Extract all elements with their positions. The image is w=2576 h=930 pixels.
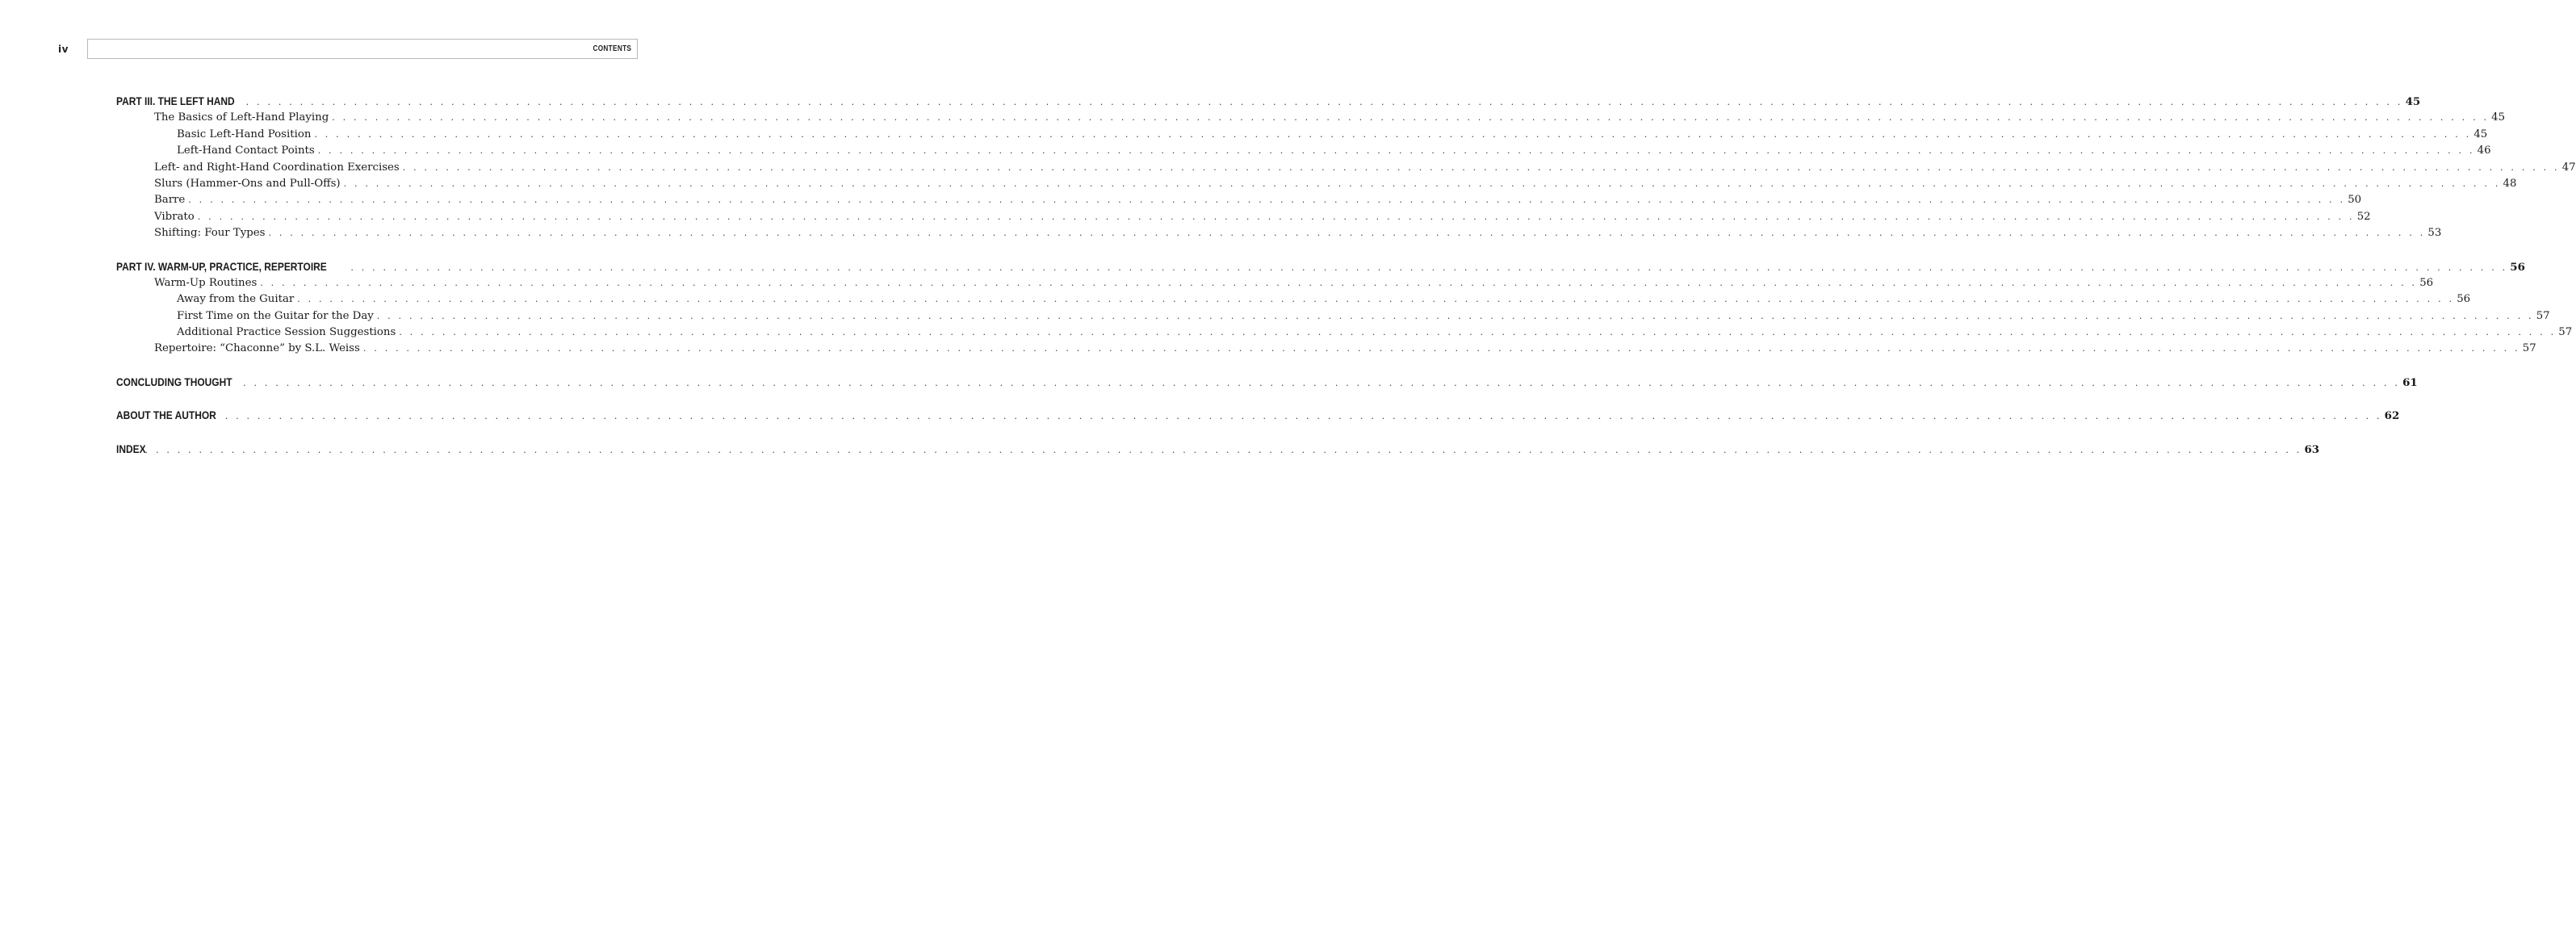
- toc-part-entry[interactable]: [116, 94, 2421, 110]
- toc-entry-page-number: 56: [2510, 260, 2525, 274]
- toc-section: [116, 375, 2418, 391]
- toc-entry-label: Barre: [154, 194, 186, 207]
- toc-section-entry[interactable]: [116, 192, 2362, 208]
- toc-section-entry[interactable]: [116, 225, 2442, 241]
- dot-leader: . . . . . . . . . . . . . . . . . . . . . . . . . . . . . . . . . . . . . . . . . . . . . . . . . . . . . . . . . . . . . . . . . . . . . . . . . . . . . . . . . . . . . . . . . . . . . . . . . . . . . . . . . . . . . . . . . . . . . . . . . . . . . . . . . . . . . . . . . . . . . . . . . . . . . . . . . . . . . . . . . . . . . . . . . . . . . . . . . . . . . . . . . . . . . . . . . . . . . . . .: [332, 112, 2490, 124]
- dot-leader: . . . . . . . . . . . . . . . . . . . . . . . . . . . . . . . . . . . . . . . . . . . . . . . . . . . . . . . . . . . . . . . . . . . . . . . . . . . . . . . . . . . . . . . . . . . . . . . . . . . . . . . . . . . . . . . . . . . . . . . . . . . . . . . . . . . . . . . . . . . . . . . . . . . . . . . . . . . . . . . . . . . . . . . . . . . . . . . . . . . . . . . . . . . . . . . . . . . . . . . .: [399, 327, 2557, 338]
- toc-subsection-entry[interactable]: [116, 143, 2491, 159]
- toc-entry-label: Additional Practice Session Suggestions: [177, 326, 396, 339]
- dot-leader: . . . . . . . . . . . . . . . . . . . . . . . . . . . . . . . . . . . . . . . . . . . . . . . . . . . . . . . . . . . . . . . . . . . . . . . . . . . . . . . . . . . . . . . . . . . . . . . . . . . . . . . . . . . . . . . . . . . . . . . . . . . . . . . . . . . . . . . . . . . . . . . . . . . . . . . . . . . . . . . . . . . . . . . . . . . . . . . . . . . . . . . . . . . . . . . . . . . . . . . .: [224, 411, 2382, 422]
- dot-leader: . . . . . . . . . . . . . . . . . . . . . . . . . . . . . . . . . . . . . . . . . . . . . . . . . . . . . . . . . . . . . . . . . . . . . . . . . . . . . . . . . . . . . . . . . . . . . . . . . . . . . . . . . . . . . . . . . . . . . . . . . . . . . . . . . . . . . . . . . . . . . . . . . . . . . . . . . . . . . . . . . . . . . . . . . . . . . . . . . . . . . . . . . . . . . . . . . . . . . . . .: [145, 444, 2302, 455]
- running-header-box: [87, 39, 638, 59]
- toc-entry-label: Away from the Guitar: [177, 293, 295, 306]
- dot-leader: . . . . . . . . . . . . . . . . . . . . . . . . . . . . . . . . . . . . . . . . . . . . . . . . . . . . . . . . . . . . . . . . . . . . . . . . . . . . . . . . . . . . . . . . . . . . . . . . . . . . . . . . . . . . . . . . . . . . . . . . . . . . . . . . . . . . . . . . . . . . . . . . . . . . . . . . . . . . . . . . . . . . . . . . . . . . . . . . . . . . . . . . . . . . . . . . . . . . . . . .: [197, 211, 2355, 222]
- toc-entry-label: ABOUT THE AUTHOR: [116, 409, 216, 422]
- toc-entry-label: Left- and Right-Hand Coordination Exercises: [154, 161, 400, 174]
- toc-entry-page-number: 45: [2405, 95, 2421, 108]
- toc-entry-page-number: 52: [2356, 210, 2371, 223]
- toc-part-entry[interactable]: [116, 259, 2525, 275]
- toc-entry-page-number: 62: [2384, 409, 2400, 423]
- toc-entry-label: First Time on the Guitar for the Day: [177, 309, 374, 322]
- dot-leader: . . . . . . . . . . . . . . . . . . . . . . . . . . . . . . . . . . . . . . . . . . . . . . . . . . . . . . . . . . . . . . . . . . . . . . . . . . . . . . . . . . . . . . . . . . . . . . . . . . . . . . . . . . . . . . . . . . . . . . . . . . . . . . . . . . . . . . . . . . . . . . . . . . . . . . . . . . . . . . . . . . . . . . . . . . . . . . . . . . . . . . . . . . . . . . . . . . . . . . . .: [402, 161, 2560, 173]
- toc-entry-page-number: 56: [2419, 276, 2434, 289]
- dot-leader: . . . . . . . . . . . . . . . . . . . . . . . . . . . . . . . . . . . . . . . . . . . . . . . . . . . . . . . . . . . . . . . . . . . . . . . . . . . . . . . . . . . . . . . . . . . . . . . . . . . . . . . . . . . . . . . . . . . . . . . . . . . . . . . . . . . . . . . . . . . . . . . . . . . . . . . . . . . . . . . . . . . . . . . . . . . . . . . . . . . . . . . . . . . . . . . . . . . . . . . .: [350, 262, 2508, 273]
- toc-section-entry[interactable]: [116, 341, 2536, 357]
- toc-entry-label: Warm-Up Routines: [154, 276, 258, 289]
- dot-leader: . . . . . . . . . . . . . . . . . . . . . . . . . . . . . . . . . . . . . . . . . . . . . . . . . . . . . . . . . . . . . . . . . . . . . . . . . . . . . . . . . . . . . . . . . . . . . . . . . . . . . . . . . . . . . . . . . . . . . . . . . . . . . . . . . . . . . . . . . . . . . . . . . . . . . . . . . . . . . . . . . . . . . . . . . . . . . . . . . . . . . . . . . . . . . . . . . . . . . . . .: [268, 228, 2426, 239]
- toc-subsection-entry[interactable]: [116, 325, 2573, 341]
- toc-entry-page-number: 50: [2348, 194, 2362, 207]
- dot-leader: . . . . . . . . . . . . . . . . . . . . . . . . . . . . . . . . . . . . . . . . . . . . . . . . . . . . . . . . . . . . . . . . . . . . . . . . . . . . . . . . . . . . . . . . . . . . . . . . . . . . . . . . . . . . . . . . . . . . . . . . . . . . . . . . . . . . . . . . . . . . . . . . . . . . . . . . . . . . . . . . . . . . . . . . . . . . . . . . . . . . . . . . . . . . . . . . . . . . . . . .: [362, 343, 2520, 354]
- toc-entry-label: Repertoire: “Chaconne” by S.L. Weiss: [154, 342, 360, 355]
- dot-leader: . . . . . . . . . . . . . . . . . . . . . . . . . . . . . . . . . . . . . . . . . . . . . . . . . . . . . . . . . . . . . . . . . . . . . . . . . . . . . . . . . . . . . . . . . . . . . . . . . . . . . . . . . . . . . . . . . . . . . . . . . . . . . . . . . . . . . . . . . . . . . . . . . . . . . . . . . . . . . . . . . . . . . . . . . . . . . . . . . . . . . . . . . . . . . . . . . . . . . . . .: [343, 178, 2501, 189]
- toc-entry-label: CONCLUDING THOUGHT: [116, 375, 232, 388]
- toc-entry-page-number: 45: [2491, 111, 2506, 124]
- running-header-title: CONTENTS: [593, 44, 631, 53]
- toc-part-entry[interactable]: [116, 375, 2418, 391]
- dot-leader: . . . . . . . . . . . . . . . . . . . . . . . . . . . . . . . . . . . . . . . . . . . . . . . . . . . . . . . . . . . . . . . . . . . . . . . . . . . . . . . . . . . . . . . . . . . . . . . . . . . . . . . . . . . . . . . . . . . . . . . . . . . . . . . . . . . . . . . . . . . . . . . . . . . . . . . . . . . . . . . . . . . . . . . . . . . . . . . . . . . . . . . . . . . . . . . . . . . . . . . .: [297, 294, 2455, 305]
- toc-entry-page-number: 56: [2457, 293, 2471, 306]
- page-number: iv: [58, 44, 69, 55]
- toc-entry-page-number: 57: [2522, 342, 2536, 355]
- dot-leader: . . . . . . . . . . . . . . . . . . . . . . . . . . . . . . . . . . . . . . . . . . . . . . . . . . . . . . . . . . . . . . . . . . . . . . . . . . . . . . . . . . . . . . . . . . . . . . . . . . . . . . . . . . . . . . . . . . . . . . . . . . . . . . . . . . . . . . . . . . . . . . . . . . . . . . . . . . . . . . . . . . . . . . . . . . . . . . . . . . . . . . . . . . . . . . . . . . . . . . . .: [317, 145, 2475, 157]
- toc-section: [116, 442, 2320, 458]
- toc-subsection-entry[interactable]: [116, 291, 2471, 308]
- toc-entry-page-number: 57: [2536, 309, 2550, 322]
- toc-section: [116, 94, 2576, 242]
- toc-section-entry[interactable]: [116, 275, 2434, 291]
- toc-part-entry[interactable]: [116, 442, 2320, 458]
- dot-leader: . . . . . . . . . . . . . . . . . . . . . . . . . . . . . . . . . . . . . . . . . . . . . . . . . . . . . . . . . . . . . . . . . . . . . . . . . . . . . . . . . . . . . . . . . . . . . . . . . . . . . . . . . . . . . . . . . . . . . . . . . . . . . . . . . . . . . . . . . . . . . . . . . . . . . . . . . . . . . . . . . . . . . . . . . . . . . . . . . . . . . . . . . . . . . . . . . . . . . . . .: [260, 277, 2418, 288]
- toc-section-entry[interactable]: [116, 110, 2506, 126]
- toc-entry-label: Slurs (Hammer-Ons and Pull-Offs): [154, 177, 341, 190]
- toc-entry-page-number: 45: [2473, 128, 2488, 140]
- toc-entry-page-number: 57: [2558, 326, 2573, 339]
- toc-entry-page-number: 61: [2402, 375, 2418, 389]
- toc-entry-label: Basic Left-Hand Position: [177, 128, 312, 140]
- toc-subsection-entry[interactable]: [116, 308, 2550, 325]
- toc-entry-page-number: 53: [2427, 227, 2442, 240]
- toc-entry-page-number: 63: [2304, 442, 2320, 456]
- dot-leader: . . . . . . . . . . . . . . . . . . . . . . . . . . . . . . . . . . . . . . . . . . . . . . . . . . . . . . . . . . . . . . . . . . . . . . . . . . . . . . . . . . . . . . . . . . . . . . . . . . . . . . . . . . . . . . . . . . . . . . . . . . . . . . . . . . . . . . . . . . . . . . . . . . . . . . . . . . . . . . . . . . . . . . . . . . . . . . . . . . . . . . . . . . . . . . . . . . . . . . . .: [314, 128, 2472, 140]
- toc-entry-page-number: 48: [2503, 177, 2517, 190]
- toc-subsection-entry[interactable]: [116, 127, 2488, 143]
- table-of-contents: [116, 94, 2576, 475]
- toc-entry-label: PART III. THE LEFT HAND: [116, 95, 235, 107]
- dot-leader: . . . . . . . . . . . . . . . . . . . . . . . . . . . . . . . . . . . . . . . . . . . . . . . . . . . . . . . . . . . . . . . . . . . . . . . . . . . . . . . . . . . . . . . . . . . . . . . . . . . . . . . . . . . . . . . . . . . . . . . . . . . . . . . . . . . . . . . . . . . . . . . . . . . . . . . . . . . . . . . . . . . . . . . . . . . . . . . . . . . . . . . . . . . . . . . . . . . . . . . .: [376, 310, 2534, 321]
- toc-entry-page-number: 47: [2561, 161, 2576, 174]
- toc-section-entry[interactable]: [116, 160, 2576, 176]
- toc-entry-page-number: 46: [2477, 145, 2491, 157]
- toc-entry-label: PART IV. WARM-UP, PRACTICE, REPERTOIRE: [116, 260, 327, 273]
- toc-entry-label: INDEX: [116, 442, 146, 455]
- toc-entry-label: The Basics of Left-Hand Playing: [154, 111, 329, 124]
- toc-entry-label: Shifting: Four Types: [154, 227, 266, 240]
- dot-leader: . . . . . . . . . . . . . . . . . . . . . . . . . . . . . . . . . . . . . . . . . . . . . . . . . . . . . . . . . . . . . . . . . . . . . . . . . . . . . . . . . . . . . . . . . . . . . . . . . . . . . . . . . . . . . . . . . . . . . . . . . . . . . . . . . . . . . . . . . . . . . . . . . . . . . . . . . . . . . . . . . . . . . . . . . . . . . . . . . . . . . . . . . . . . . . . . . . . . . . . .: [245, 97, 2403, 107]
- toc-section-entry[interactable]: [116, 176, 2517, 192]
- toc-section-entry[interactable]: [116, 209, 2371, 225]
- toc-entry-label: Left-Hand Contact Points: [177, 145, 315, 157]
- toc-section: [116, 259, 2573, 358]
- dot-leader: . . . . . . . . . . . . . . . . . . . . . . . . . . . . . . . . . . . . . . . . . . . . . . . . . . . . . . . . . . . . . . . . . . . . . . . . . . . . . . . . . . . . . . . . . . . . . . . . . . . . . . . . . . . . . . . . . . . . . . . . . . . . . . . . . . . . . . . . . . . . . . . . . . . . . . . . . . . . . . . . . . . . . . . . . . . . . . . . . . . . . . . . . . . . . . . . . . . . . . . .: [243, 377, 2401, 388]
- dot-leader: . . . . . . . . . . . . . . . . . . . . . . . . . . . . . . . . . . . . . . . . . . . . . . . . . . . . . . . . . . . . . . . . . . . . . . . . . . . . . . . . . . . . . . . . . . . . . . . . . . . . . . . . . . . . . . . . . . . . . . . . . . . . . . . . . . . . . . . . . . . . . . . . . . . . . . . . . . . . . . . . . . . . . . . . . . . . . . . . . . . . . . . . . . . . . . . . . . . . . . . .: [188, 195, 2346, 206]
- toc-section: [116, 408, 2400, 424]
- toc-part-entry[interactable]: [116, 408, 2400, 424]
- toc-entry-label: Vibrato: [154, 210, 195, 223]
